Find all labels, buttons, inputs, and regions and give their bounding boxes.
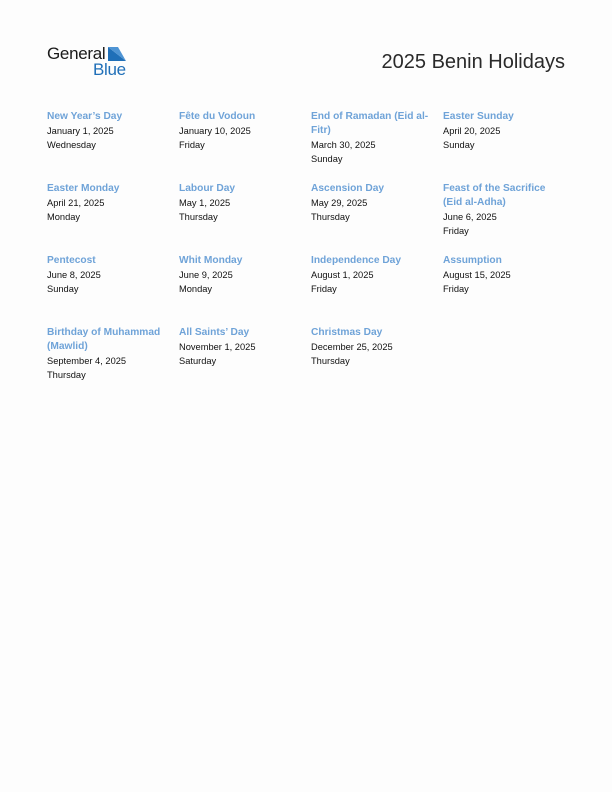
page-title: 2025 Benin Holidays [381, 51, 565, 73]
holiday-date: January 1, 2025 [47, 126, 114, 136]
holiday-name: New Year’s Day [47, 111, 123, 122]
holiday-date: April 21, 2025 [47, 198, 105, 208]
holiday-item [179, 254, 303, 296]
holiday-name: Fête du Vodoun [179, 111, 256, 122]
generalblue-logo [47, 44, 137, 80]
holiday-row [47, 326, 575, 398]
holiday-row [47, 254, 575, 326]
holiday-date: May 29, 2025 [311, 198, 368, 208]
holiday-grid [47, 110, 575, 398]
holiday-weekday: Friday [179, 140, 205, 150]
holiday-date: November 1, 2025 [179, 342, 256, 352]
blue-triangle-flag-icon [108, 47, 126, 61]
holiday-weekday: Saturday [179, 356, 217, 366]
holiday-weekday: Thursday [47, 370, 86, 380]
holiday-item [443, 182, 567, 238]
holiday-name: Labour Day [179, 183, 236, 194]
holiday-item [47, 182, 171, 224]
holiday-weekday: Sunday [311, 154, 343, 164]
holiday-item [311, 254, 435, 296]
holiday-weekday: Monday [179, 284, 213, 294]
holiday-name: Feast of the Sacrifice (Eid al-Adha) [443, 183, 546, 208]
holiday-weekday: Thursday [311, 356, 350, 366]
holiday-weekday: Friday [311, 284, 337, 294]
holiday-item [311, 110, 435, 166]
holiday-weekday: Thursday [311, 212, 350, 222]
holiday-date: June 6, 2025 [443, 212, 497, 222]
holiday-item [179, 110, 303, 152]
holiday-name: Independence Day [311, 255, 402, 266]
holiday-item [47, 326, 171, 382]
holiday-name: All Saints’ Day [179, 327, 250, 338]
holiday-item [179, 182, 303, 224]
holiday-date: August 1, 2025 [311, 270, 374, 280]
holiday-weekday: Wednesday [47, 140, 96, 150]
holiday-name: End of Ramadan (Eid al-Fitr) [311, 111, 429, 136]
holiday-date: December 25, 2025 [311, 342, 393, 352]
holiday-name: Easter Sunday [443, 111, 514, 122]
holiday-date: January 10, 2025 [179, 126, 251, 136]
holiday-name: Pentecost [47, 255, 96, 266]
holiday-weekday: Monday [47, 212, 81, 222]
holiday-name: Whit Monday [179, 255, 243, 266]
holiday-weekday: Sunday [443, 140, 475, 150]
holiday-name: Easter Monday [47, 183, 120, 194]
holiday-item [443, 254, 567, 296]
holiday-name: Birthday of Muhammad (Mawlid) [47, 327, 161, 352]
holiday-row [47, 110, 575, 182]
holiday-name: Christmas Day [311, 327, 383, 338]
holiday-row [47, 182, 575, 254]
holiday-date: June 8, 2025 [47, 270, 101, 280]
logo-word-blue: Blue [93, 60, 126, 79]
holiday-item [443, 110, 567, 152]
logo-word-general: General [47, 44, 106, 63]
holiday-item [311, 326, 435, 368]
holiday-name: Assumption [443, 255, 502, 266]
holiday-weekday: Friday [443, 226, 469, 236]
holiday-date: June 9, 2025 [179, 270, 233, 280]
holiday-date: August 15, 2025 [443, 270, 511, 280]
holiday-date: May 1, 2025 [179, 198, 231, 208]
holiday-item [179, 326, 303, 368]
holiday-weekday: Sunday [47, 284, 79, 294]
holiday-item [47, 254, 171, 296]
holiday-name: Ascension Day [311, 183, 385, 194]
holiday-item [47, 110, 171, 152]
holiday-date: April 20, 2025 [443, 126, 501, 136]
holiday-item [311, 182, 435, 224]
holiday-weekday: Thursday [179, 212, 218, 222]
holiday-date: March 30, 2025 [311, 140, 376, 150]
holiday-weekday: Friday [443, 284, 469, 294]
holiday-date: September 4, 2025 [47, 356, 127, 366]
